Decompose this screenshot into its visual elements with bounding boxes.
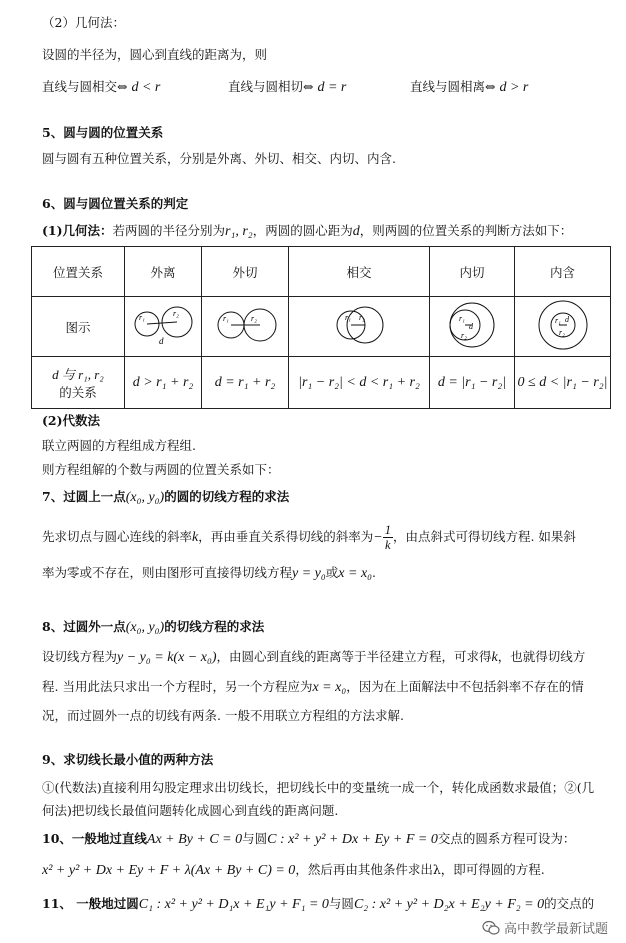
sec8-l1-b: ，由圆心到直线的距离等于半径建立方程，可求得: [216, 649, 492, 664]
sec8-l1-eq: y − y₀ = k(x − x₀): [117, 650, 217, 665]
geo-case-separate-text: 直线与圆相离⇔: [410, 79, 496, 94]
sec10-family-eq: x² + y² + Dx + Ey + F + λ(Ax + By + C) = 0: [42, 863, 296, 878]
table-condition-cell: d = |r₁ − r₂|: [430, 357, 515, 409]
figure-separate: [125, 297, 202, 357]
sec11-c: 的交点的: [544, 896, 595, 911]
sec7-title-a: 7、过圆上一点: [42, 489, 126, 504]
table-figure-row: [32, 297, 611, 357]
sec10-d: ，然后再由其他条件求出λ，即可得圆的方程.: [295, 862, 545, 877]
sec7-neg: −: [373, 530, 383, 545]
label-r2: r₂: [359, 313, 365, 322]
sec5-body: 圆与圆有五种位置关系，分别是外离、外切、相交、内切、内含.: [42, 151, 396, 166]
sec7-title: [42, 488, 608, 507]
circle-relation-table: [31, 246, 611, 409]
int-tangent-circles-diagram: [439, 298, 505, 352]
condition-label-a: d 与 r₁, r₂: [52, 367, 104, 382]
label-r1: r₁: [345, 313, 351, 322]
sec6-p1-text-c: ，则两圆的位置关系的判断方法如下：: [359, 223, 573, 238]
contained-circles-diagram: [530, 297, 596, 353]
sec7-l1-b: ，再由垂直关系得切线的斜率为: [198, 529, 374, 544]
sec7-l2-b: 或: [325, 565, 339, 580]
wechat-icon: [482, 920, 500, 936]
sec10-line-eq: Ax + By + C = 0: [146, 832, 243, 847]
sec6-p1-text-a: 若两圆的半径分别为: [112, 223, 226, 238]
table-header-cell: 内含: [515, 247, 611, 297]
sec6-p1-radii: r₁, r₂: [225, 224, 253, 239]
sec6-p2-line2: 则方程组解的个数与两圆的位置关系如下：: [42, 462, 280, 477]
sec7-frac-den: k: [385, 538, 391, 552]
sec7-l2-eq2: x = x₀: [338, 566, 373, 581]
label-d: d: [159, 336, 164, 346]
sec7-l2-eq1: y = y₀: [292, 566, 326, 581]
geo-case-tangent-math: d = r: [317, 80, 347, 95]
table-header-cell: 外切: [202, 247, 289, 297]
geo-intro: 设圆的半径为，圆心到直线的距离为，则: [42, 47, 268, 62]
sec9-line2: 何法)把切线长最值问题转化成圆心到直线的距离问题.: [42, 803, 339, 818]
figure-int-tangent: [430, 297, 515, 357]
table-figure-label: 图示: [32, 297, 125, 357]
sec7-l2-c: .: [372, 565, 377, 580]
sec7-line1: [42, 520, 608, 555]
table-condition-cell: d > r₁ + r₂: [125, 357, 202, 409]
table-header-cell: 内切: [430, 247, 515, 297]
sec6-p2-title: (2)代数法: [42, 413, 101, 428]
sec8-l1-k: k: [491, 650, 498, 665]
figure-intersect: [289, 297, 430, 357]
sec8-title-a: 8、过圆外一点: [42, 619, 126, 634]
ext-tangent-circles-diagram: [207, 300, 283, 350]
sec10-line2: [42, 861, 608, 880]
sec7-title-b: 的圆的切线方程的求法: [164, 489, 290, 504]
geo-case-separate: [410, 77, 528, 96]
sec11-line1: [42, 895, 608, 914]
sec7-l1-k: k: [192, 530, 199, 545]
sec11-c2-eq: C₂ : x² + y² + D₂x + E₂y + F₂ = 0: [353, 897, 545, 912]
sec8-l2-b: ，因为在上面解法中不包括斜率不存在的情: [346, 679, 584, 694]
table-condition-cell: 0 ≤ d < |r₁ − r₂|: [515, 357, 611, 409]
geo-case-intersect-text: 直线与圆相交⇔: [42, 79, 128, 94]
label-r2: r₂: [461, 331, 467, 340]
sec6-p1-d: d: [352, 224, 360, 239]
geo-case-intersect-math: d < r: [131, 80, 161, 95]
sec6-p1-text-b: ，两圆的圆心距为: [252, 223, 353, 238]
sec10-line1: [42, 830, 608, 849]
sec8-line2: [42, 678, 608, 697]
label-r1: r₁: [223, 314, 229, 323]
sec10-c: 交点的圆系方程可设为：: [437, 831, 576, 846]
table-condition-cell: d = r₁ + r₂: [202, 357, 289, 409]
sec8-l1-c: ，也就得切线方: [497, 649, 586, 664]
condition-label-b: 的关系: [59, 385, 97, 400]
label-r1: r₁: [554, 316, 561, 325]
geo-title: （2）几何法：: [42, 15, 125, 30]
sec7-l1-c: ，由点斜式可得切线方程. 如果斜: [392, 529, 576, 544]
sec10-b: 与圆: [242, 831, 268, 846]
table-condition-row: [32, 357, 611, 409]
watermark: [482, 918, 608, 937]
sec7-frac-num: 1: [384, 523, 391, 537]
sec6-title: 6、圆与圆位置关系的判定: [42, 196, 189, 211]
sec10-a: 10、一般地过直线: [42, 831, 147, 846]
label-r2: r₂: [558, 328, 565, 337]
figure-ext-tangent: [202, 297, 289, 357]
sec7-line2: [42, 564, 608, 583]
sec8-l2-a: 程. 当用此法只求出一个方程时，另一个方程应为: [42, 679, 313, 694]
table-header-cell: 外离: [125, 247, 202, 297]
sec6-p2-line1: 联立两圆的方程组成方程组.: [42, 438, 196, 453]
geo-case-intersect: [42, 77, 160, 96]
separate-circles-diagram: [127, 300, 199, 350]
table-condition-cell: |r₁ − r₂| < d < r₁ + r₂: [289, 357, 430, 409]
sec7-l1-a: 先求切点与圆心连线的斜率: [42, 529, 193, 544]
label-d: d: [469, 322, 473, 331]
geo-case-tangent: [228, 77, 346, 96]
sec6-p1-label: (1)几何法：: [42, 223, 113, 238]
sec9-line1: ①(代数法)直接利用勾股定理求出切线长，把切线长中的变量统一成一个，转化成函数求最值；②(几: [42, 780, 595, 795]
figure-contain: [515, 297, 611, 357]
label-r2: r₂: [251, 314, 257, 323]
table-header-row: [32, 247, 611, 297]
label-r2: r₂: [173, 309, 179, 318]
sec8-line3: 况，而过圆外一点的切线有两条. 一般不用联立方程组的方法求解.: [42, 708, 404, 723]
label-r1: r₁: [459, 314, 465, 323]
label-r1: r₁: [139, 313, 145, 322]
sec8-title-b: 的切线方程的求法: [164, 619, 265, 634]
table-header-cell: 位置关系: [32, 247, 125, 297]
sec10-circle-eq: C : x² + y² + Dx + Ey + F = 0: [267, 832, 438, 847]
sec11-b: 与圆: [328, 896, 354, 911]
intersecting-circles-diagram: [319, 298, 399, 352]
label-d: d: [564, 315, 569, 324]
watermark-text: 高中教学最新试题: [503, 922, 608, 937]
sec8-l2-eq: x = x₀: [312, 680, 347, 695]
sec8-line1: [42, 648, 608, 667]
sec11-a: 11、 一般地过圆: [42, 896, 139, 911]
table-condition-label: [32, 357, 125, 409]
sec7-title-point: (x₀, y₀): [125, 490, 165, 505]
sec11-c1-eq: C₁ : x² + y² + D₁x + E₁y + F₁ = 0: [138, 897, 329, 912]
geo-case-tangent-text: 直线与圆相切⇔: [228, 79, 314, 94]
sec8-l1-a: 设切线方程为: [42, 649, 118, 664]
sec9-title: 9、求切线长最小值的两种方法: [42, 752, 214, 767]
sec6-p1: [42, 222, 608, 241]
sec8-title-point: (x₀, y₀): [125, 620, 165, 635]
sec7-l2-a: 率为零或不存在，则由图形可直接得切线方程: [42, 565, 293, 580]
sec8-title: [42, 618, 608, 637]
table-header-cell: 相交: [289, 247, 430, 297]
sec7-slope-fraction: [383, 523, 393, 552]
sec5-title: 5、圆与圆的位置关系: [42, 125, 164, 140]
geo-case-separate-math: d > r: [499, 80, 529, 95]
